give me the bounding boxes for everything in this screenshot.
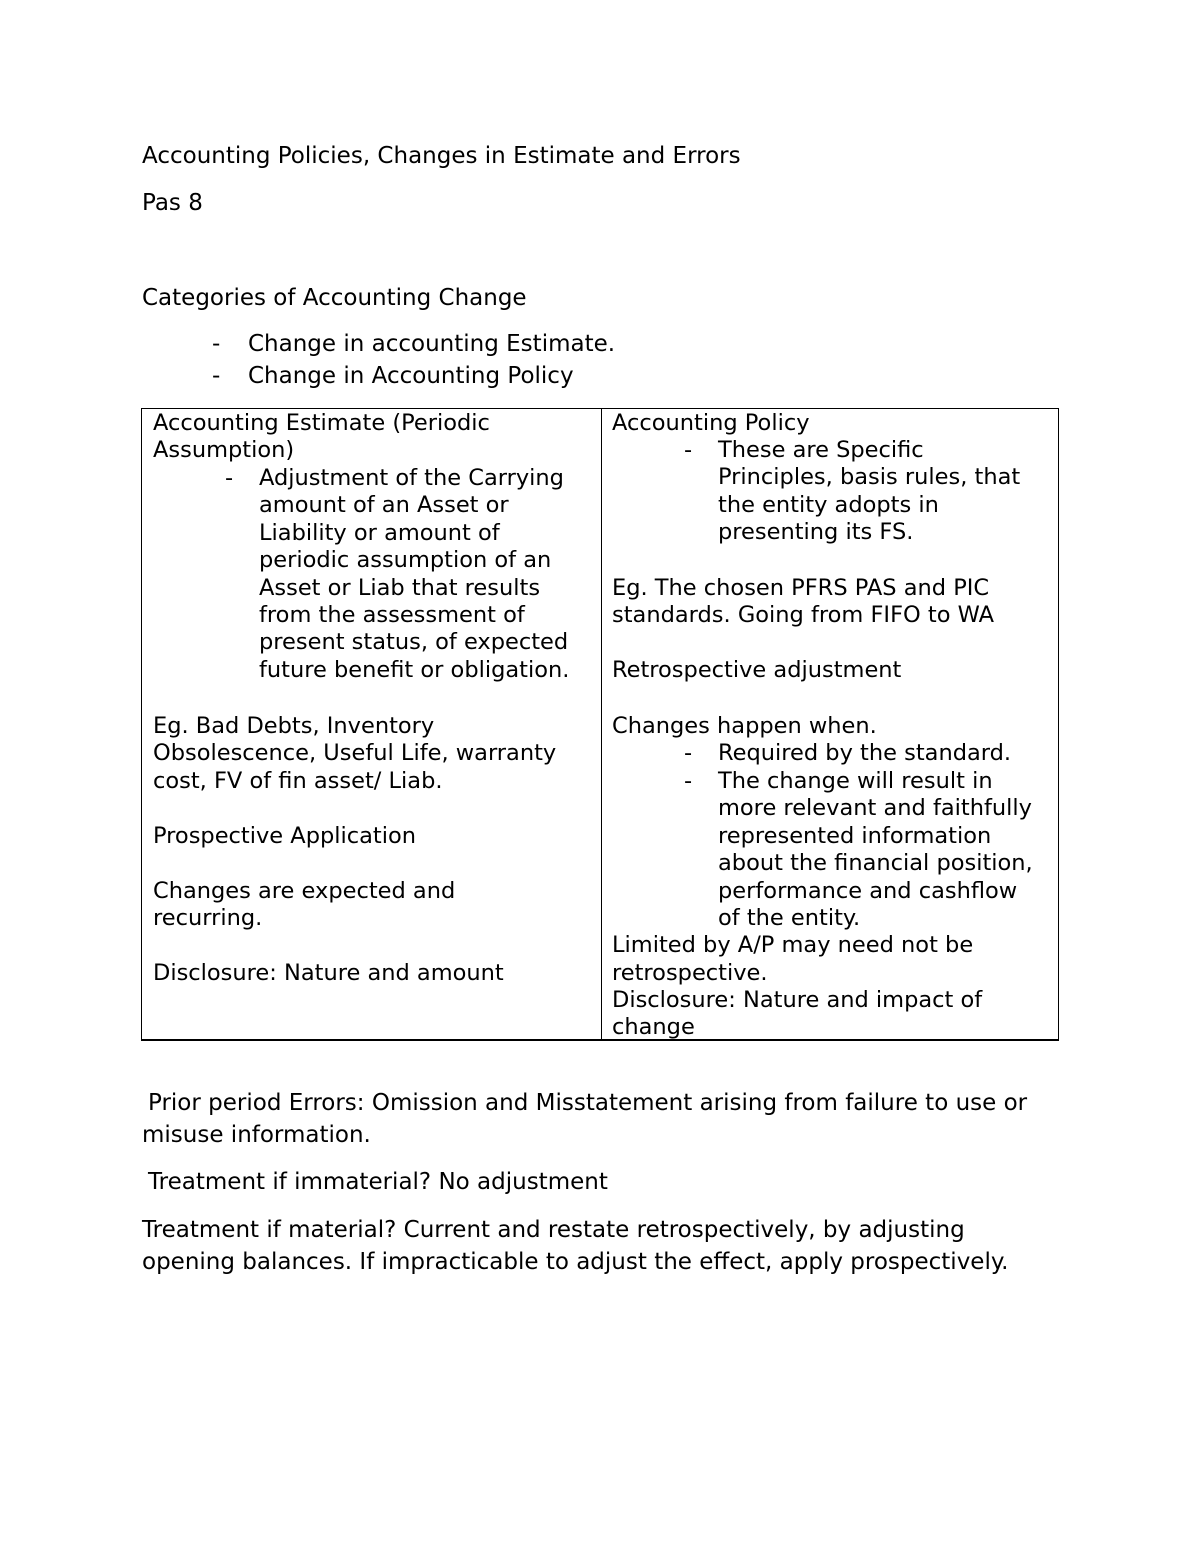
prior-period-line: Prior period Errors: Omission and Misstatement arising from failure to use or bbox=[148, 1090, 1028, 1116]
policy-bullet-line: These are Specific bbox=[718, 437, 924, 463]
category-item bbox=[212, 328, 615, 360]
estimate-example-line: Eg. Bad Debts, Inventory bbox=[153, 713, 435, 739]
estimate-disclosure: Disclosure: Nature and amount bbox=[153, 960, 504, 986]
immaterial-treatment: Treatment if immaterial? No adjustment bbox=[148, 1169, 608, 1195]
bullet-dash: - bbox=[212, 331, 221, 357]
estimate-bullet-line: present status, of expected bbox=[259, 629, 569, 656]
policy-disclosure-line: Disclosure: Nature and impact of bbox=[612, 987, 983, 1013]
policy-changes-bullet bbox=[684, 768, 1033, 932]
policy-example-line: Eg. The chosen PFRS PAS and PIC bbox=[612, 575, 990, 601]
policy-bullet-line: Principles, basis rules, that bbox=[718, 464, 1021, 491]
estimate-bullet-line: Adjustment of the Carrying bbox=[259, 465, 564, 491]
bullet-dash: - bbox=[225, 465, 234, 491]
material-treatment-line: opening balances. If impracticable to adjust the effect, apply prospectively. bbox=[142, 1249, 1009, 1275]
policy-bullet-line: the entity adopts in bbox=[718, 491, 939, 518]
category-label: Change in Accounting Policy bbox=[248, 363, 574, 389]
document-title: Accounting Policies, Changes in Estimate and Errors bbox=[142, 143, 741, 169]
policy-bullet bbox=[684, 437, 1021, 547]
comparison-table bbox=[141, 408, 1059, 1041]
estimate-changes-line: Changes are expected and bbox=[153, 878, 456, 904]
estimate-application: Prospective Application bbox=[153, 823, 417, 849]
estimate-bullet-line: Asset or Liab that results bbox=[259, 574, 541, 601]
policy-changes-bullet-line: about the financial position, bbox=[718, 850, 1033, 877]
policy-changes-bullet-line: more relevant and faithfully bbox=[718, 795, 1032, 822]
estimate-bullet bbox=[225, 465, 570, 684]
bullet-dash: - bbox=[212, 363, 221, 389]
category-label: Change in accounting Estimate. bbox=[248, 331, 616, 357]
estimate-heading-line: Assumption) bbox=[153, 437, 295, 463]
policy-changes-bullet bbox=[684, 740, 1012, 767]
policy-changes-bullet-line: represented information bbox=[718, 822, 992, 849]
estimate-bullet-line: periodic assumption of an bbox=[259, 547, 552, 574]
policy-bullet-line: presenting its FS. bbox=[718, 519, 914, 546]
bullet-dash: - bbox=[684, 768, 693, 794]
policy-limited-line: retrospective. bbox=[612, 960, 768, 986]
policy-changes-bullet-line: of the entity. bbox=[718, 905, 861, 932]
estimate-bullet-line: amount of an Asset or bbox=[259, 492, 509, 519]
prior-period-line: misuse information. bbox=[142, 1122, 371, 1148]
policy-changes-bullet-line: The change will result in bbox=[718, 768, 993, 794]
estimate-bullet-line: future benefit or obligation. bbox=[259, 656, 570, 683]
table-column-divider bbox=[601, 409, 602, 1039]
estimate-bullet-line: from the assessment of bbox=[259, 602, 525, 629]
bullet-dash: - bbox=[684, 740, 693, 766]
policy-heading: Accounting Policy bbox=[612, 410, 810, 436]
document-subtitle: Pas 8 bbox=[142, 190, 203, 216]
policy-changes-heading: Changes happen when. bbox=[612, 713, 877, 739]
policy-disclosure-line: change bbox=[612, 1014, 695, 1040]
estimate-example-line: cost, FV of fin asset/ Liab. bbox=[153, 768, 443, 794]
material-treatment-line: Treatment if material? Current and restate retrospectively, by adjusting bbox=[142, 1217, 965, 1243]
category-item bbox=[212, 360, 574, 392]
estimate-changes-line: recurring. bbox=[153, 905, 263, 931]
policy-limited-line: Limited by A/P may need not be bbox=[612, 932, 974, 958]
bullet-dash: - bbox=[684, 437, 693, 463]
estimate-heading-line: Accounting Estimate (Periodic bbox=[153, 410, 490, 436]
policy-adjustment: Retrospective adjustment bbox=[612, 657, 902, 683]
estimate-bullet-line: Liability or amount of bbox=[259, 519, 500, 546]
policy-changes-bullet-line: performance and cashflow bbox=[718, 877, 1018, 904]
policy-changes-bullet-line: Required by the standard. bbox=[718, 740, 1012, 766]
policy-example-line: standards. Going from FIFO to WA bbox=[612, 602, 995, 628]
categories-heading: Categories of Accounting Change bbox=[142, 285, 527, 311]
estimate-example-line: Obsolescence, Useful Life, warranty bbox=[153, 740, 557, 766]
